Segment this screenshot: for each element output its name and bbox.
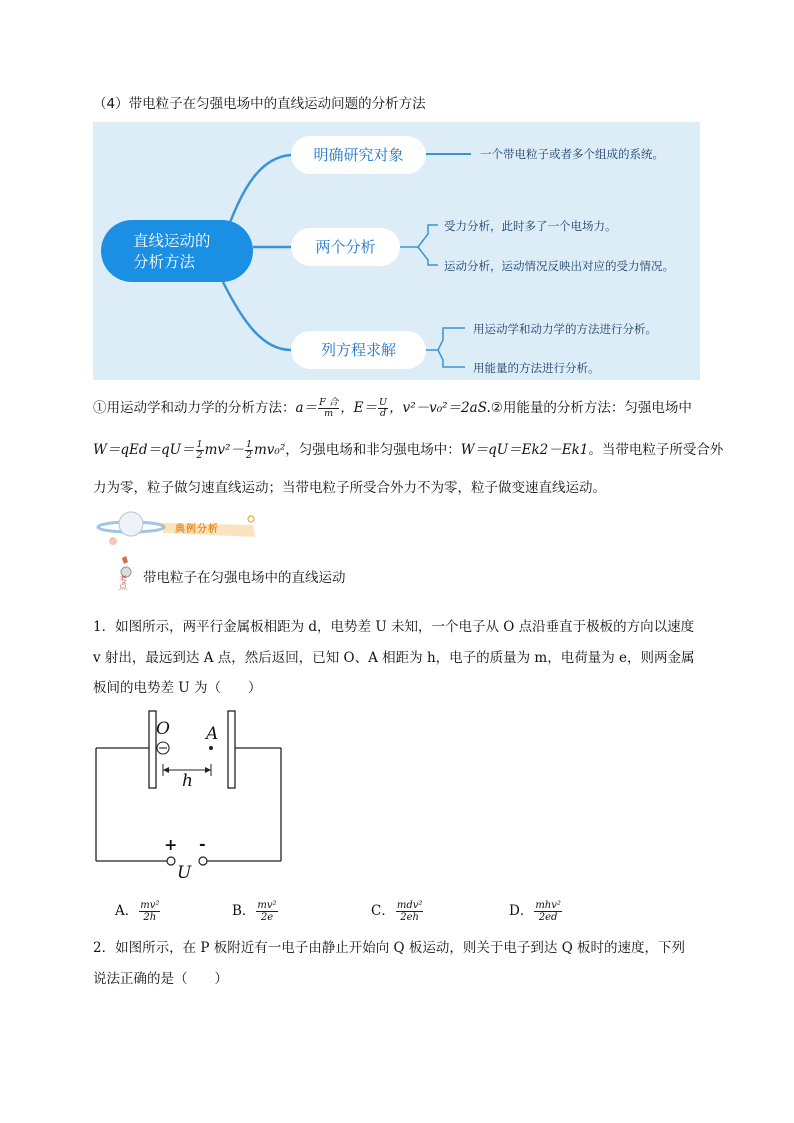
- kaodian-char: 考: [119, 575, 127, 584]
- mindmap-branch-object: 明确研究对象: [291, 136, 426, 174]
- mindmap-leaf: 受力分析，此时多了一个电场力。: [444, 219, 617, 233]
- mindmap-center-node: 直线运动的 分析方法: [101, 220, 253, 282]
- methods-line-2: W＝qEd＝qU＝ $\frac{1}{2}$ mv²－ $\frac{1}{2}$ mv₀²，匀强电场和非匀强电场中：W＝qU＝Ek2－Ek1。当带电粒子所受合外: [93, 439, 724, 461]
- q1-option-d[interactable]: D． $\frac{\text{mhv²}}{2ed}$: [509, 900, 561, 923]
- fraction: $\frac{\text{mdv²}}{2eh}$: [396, 900, 423, 923]
- methods-line-1: ①用运动学和动力学的分析方法：a＝ $\frac{\text{F 合}}{m}$ ，E＝ $\frac{U}{d}$ ，v²－v₀²＝2aS.②用能量的分析方法：匀强电场中: [93, 397, 692, 419]
- fraction: $\frac{\text{mv²}}{2e}$: [257, 900, 277, 923]
- fraction: $\frac{1}{2}$: [245, 439, 252, 461]
- fraction: $\frac{U}{d}$: [379, 397, 388, 419]
- banner-title: 典例分析: [175, 524, 219, 535]
- mindmap-leaf: 用能量的方法进行分析。: [473, 361, 600, 375]
- q1-line-1: 1．如图所示，两平行金属板相距为 d，电势差 U 未知，一个电子从 O 点沿垂直于极板的方向以速度: [93, 619, 695, 635]
- label-o: O: [156, 719, 170, 739]
- mindmap-branch-analysis: 两个分析: [291, 228, 400, 266]
- section-heading: （4）带电粒子在匀强电场中的直线运动问题的分析方法: [93, 96, 426, 112]
- example-banner: [93, 505, 263, 549]
- q2-line-1: 2．如图所示，在 P 板附近有一电子由静止开始向 Q 板运动，则关于电子到达 Q 板时的速度，下列: [93, 940, 686, 956]
- label-a: A: [206, 724, 219, 744]
- methods-line-3: 力为零，粒子做匀速直线运动；当带电粒子所受合外力不为零，粒子做变速直线运动。: [93, 480, 606, 496]
- fraction: $\frac{\text{mhv²}}{2ed}$: [535, 900, 561, 923]
- fraction: $\frac{\text{mv²}}{2h}$: [140, 900, 160, 923]
- kaodian-char: 点: [119, 582, 127, 591]
- label-h: h: [182, 771, 193, 791]
- capacitor-diagram: [93, 706, 293, 886]
- kaodian-title: 带电粒子在匀强电场中的直线运动: [143, 570, 346, 586]
- q1-line-2: v 射出，最远到达 A 点，然后返回，已知 O、A 相距为 h，电子的质量为 m，电荷量为 e，则两金属: [93, 650, 695, 666]
- label-plus: +: [164, 835, 178, 854]
- mindmap-leaf: 运动分析，运动情况反映出对应的受力情况。: [444, 259, 674, 273]
- label-minus: -: [199, 834, 206, 853]
- q1-line-3: 板间的电势差 U 为（ ）: [93, 680, 262, 696]
- fraction: $\frac{1}{2}$: [196, 439, 203, 461]
- fraction: $\frac{\text{F 合}}{m}$: [319, 397, 339, 419]
- q1-option-a[interactable]: A． $\frac{\text{mv²}}{2h}$: [115, 900, 160, 923]
- mindmap: [93, 122, 700, 380]
- kaodian-icon: [116, 556, 142, 590]
- q1-option-b[interactable]: B． $\frac{\text{mv²}}{2e}$: [232, 900, 277, 923]
- mindmap-leaf: 一个带电粒子或者多个组成的系统。: [480, 147, 664, 161]
- label-u: U: [177, 863, 192, 883]
- mindmap-leaf: 用运动学和动力学的方法进行分析。: [473, 322, 657, 336]
- q1-option-c[interactable]: C． $\frac{\text{mdv²}}{2eh}$: [371, 900, 423, 923]
- mindmap-branch-solve: 列方程求解: [291, 331, 426, 369]
- q2-line-2: 说法正确的是（ ）: [93, 971, 228, 987]
- circuit-figure: [93, 706, 293, 886]
